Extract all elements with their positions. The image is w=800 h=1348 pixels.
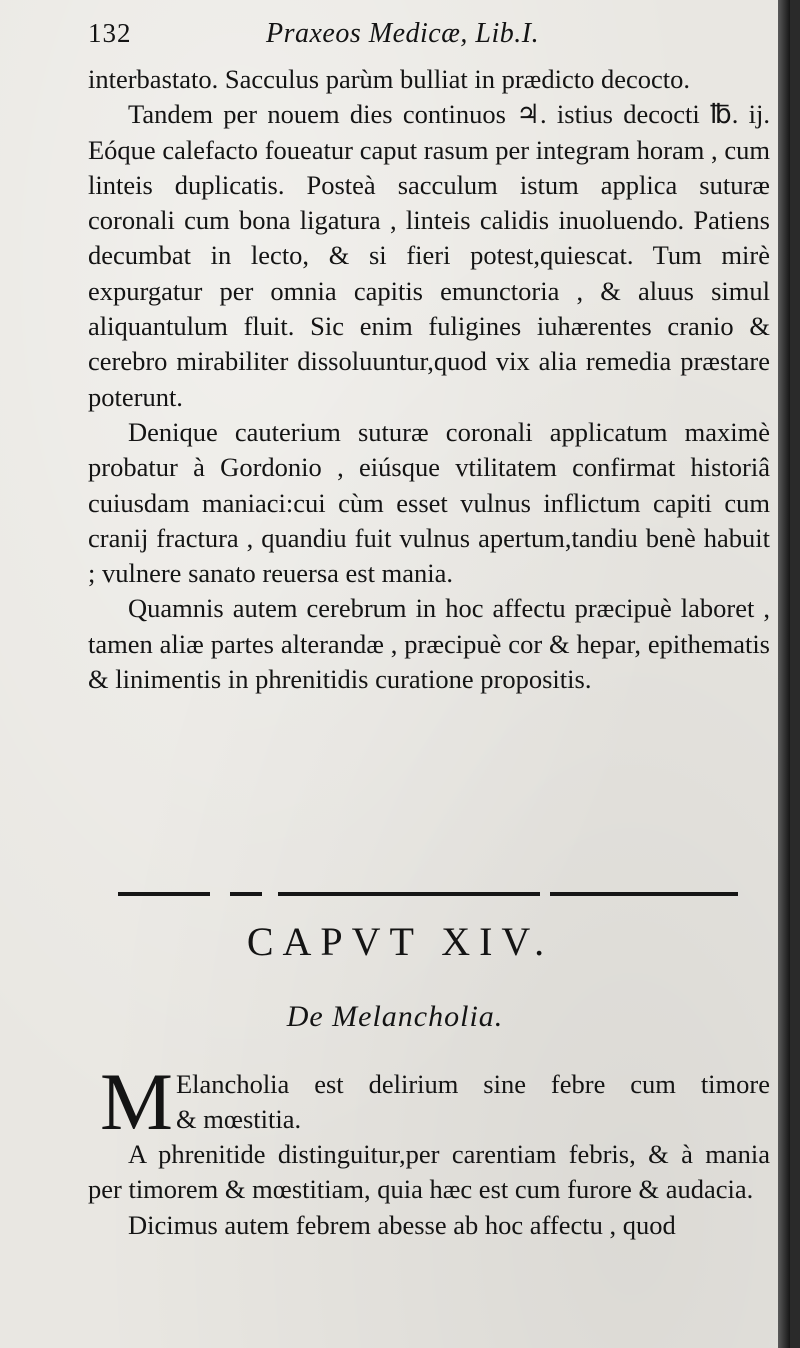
drop-cap: M <box>100 1056 173 1147</box>
chapter-subtitle: De Melancholia. <box>286 1000 504 1033</box>
paragraph-phrenitide: A phrenitide distinguitur,per carentiam febris, & à mania per timorem & mœstitiam, quia hæc est cum furore & audacia. <box>88 1139 770 1205</box>
paragraph-continuation: interbastato. Sacculus parùm bulliat in prædicto decocto. <box>88 64 690 94</box>
paragraph-febrem: Dicimus autem febrem abesse ab hoc affectu , quod <box>128 1209 676 1240</box>
bottom-text-block <box>88 1137 770 1243</box>
page-edge-shadow <box>778 0 790 1348</box>
page-number: 132 <box>88 18 132 48</box>
running-head <box>88 18 768 58</box>
chapter-heading: CAPVT XIV. <box>246 919 554 964</box>
section-divider <box>118 886 738 902</box>
intro-line-1: Elancholia est delirium sine febre cum timore <box>176 1069 770 1099</box>
paragraph-cauterium: Denique cauterium suturæ coronali applicatum maximè probatur à Gordonio , eiúsque vtilitatem confirmat historiâ cuiusdam maniaci:cui cùm esset vulnus inflictum capiti cum cranij fractura , quandiu fuit vulnus apertum,tandiu benè habuit ; vulnere sanato reuersa est mania. <box>88 416 770 589</box>
paragraph-cerebrum: Quamnis autem cerebrum in hoc affectu præcipuè laboret , tamen aliæ partes alterandæ , præcipuè cor & hepar, epithematis & linimentis in phrenitidis curatione propositis. <box>88 593 770 695</box>
intro-line-2: & mœstitia. <box>176 1104 302 1135</box>
chapter-intro <box>176 1067 770 1138</box>
paragraph-decoction: Tandem per nouem dies continuos ♃. istius decocti ℔. ij. Eóque calefacto foueatur caput rasum per integram horam , cum linteis duplicatis. Posteà sacculum istum applica suturæ coronali cum bona ligatura , linteis calidis inuoluendo. Patiens decumbat in lecto, & si fieri potest,quiescat. Tum mirè expurgatur per omnia capitis emunctoria , & aluus simul aliquantulum fluit. Sic enim fuligines iuhærentes cranio & cerebro mirabiliter dissoluuntur,quod vix alia remedia præstare poterunt. <box>88 99 770 412</box>
top-text-block <box>88 62 770 697</box>
running-title: Praxeos Medicæ, Lib.I. <box>266 18 540 49</box>
